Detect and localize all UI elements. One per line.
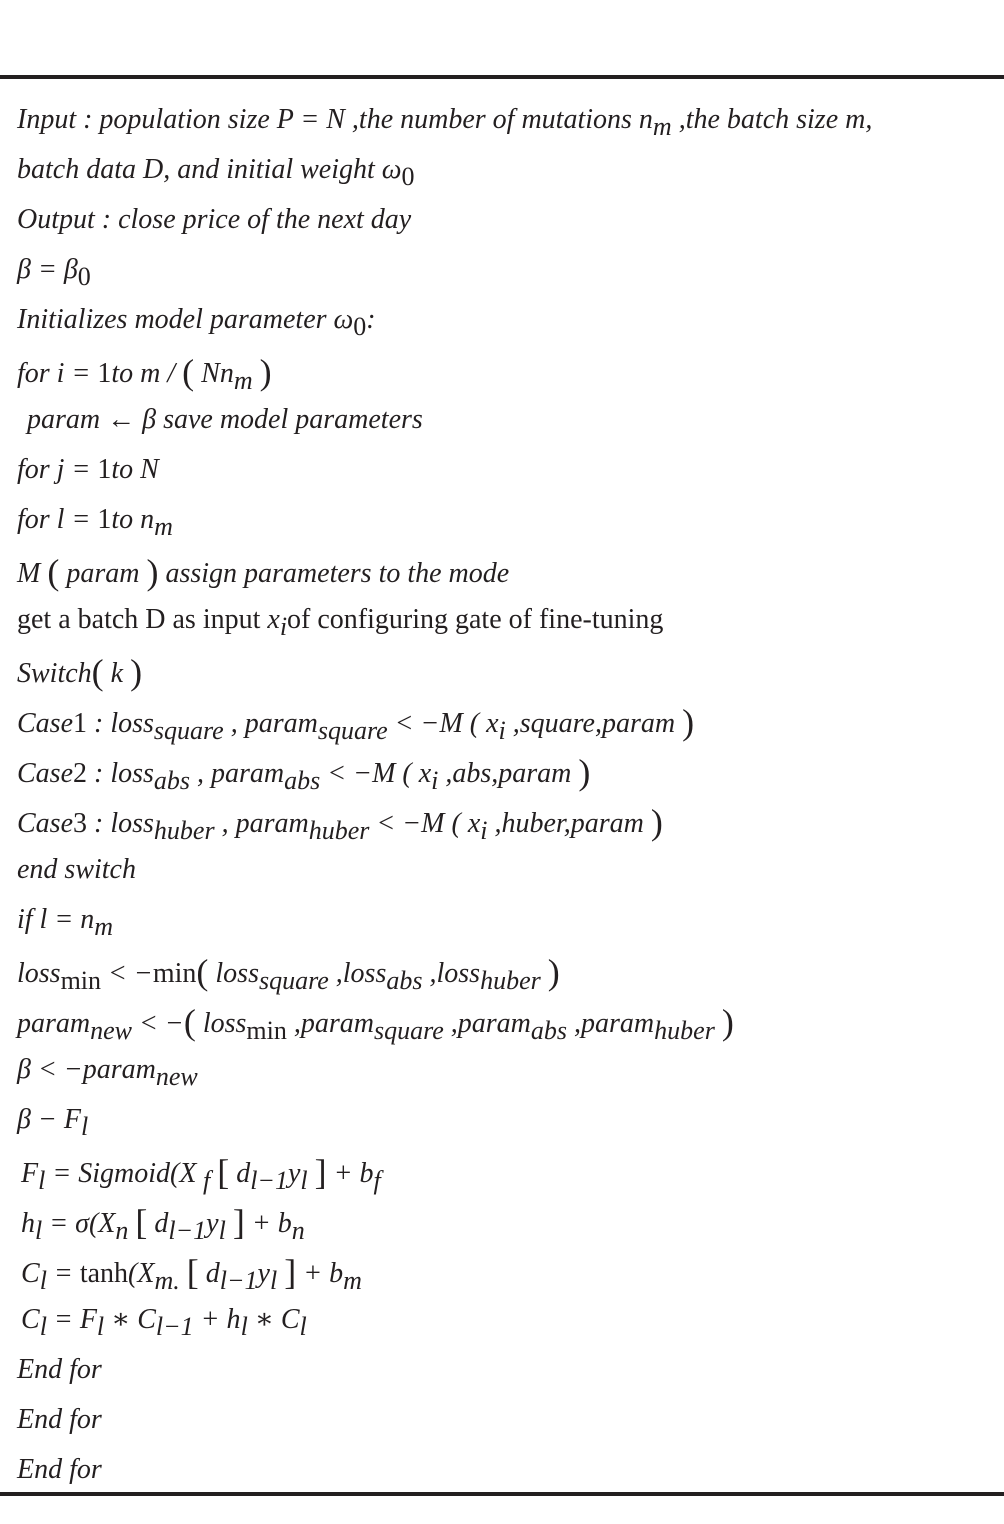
top-rule <box>0 75 1004 79</box>
math-text: ∗ C <box>104 1304 156 1335</box>
math-text: Switch <box>17 658 92 689</box>
algorithm-line <box>21 1295 307 1345</box>
bracket: ] <box>284 1252 297 1292</box>
math-text: y <box>206 1208 219 1239</box>
subscript: l <box>300 1166 308 1195</box>
subscript: f <box>196 1166 211 1195</box>
bottom-rule <box>0 1492 1004 1496</box>
algorithm-line <box>17 745 590 795</box>
math-text: for i = <box>17 358 98 389</box>
subscript: huber <box>153 816 215 845</box>
subscript: square <box>373 1016 444 1045</box>
algorithm-line <box>17 645 142 695</box>
math-text: d <box>147 1208 169 1239</box>
algorithm-line <box>17 445 159 495</box>
math-text: Case <box>17 708 73 739</box>
bracket: ) <box>721 1002 734 1042</box>
subscript: square <box>317 716 388 745</box>
math-text: batch data D, and initial weight ω <box>17 154 402 185</box>
math-text: ,abs,param <box>438 758 579 789</box>
subscript: m. <box>154 1266 180 1295</box>
bracket: [ <box>217 1152 230 1192</box>
bracket: ( <box>196 952 209 992</box>
math-text: = F <box>46 1304 97 1335</box>
algorithm-line <box>21 1195 305 1245</box>
math-text: , param <box>214 808 309 839</box>
bracket: ( <box>91 652 104 692</box>
algorithm-line <box>27 395 423 445</box>
subscript: i <box>498 716 506 745</box>
math-text <box>541 958 548 989</box>
subscript: n <box>291 1216 305 1245</box>
subscript: n <box>115 1216 129 1245</box>
algorithm-line <box>17 595 663 645</box>
algorithm-line <box>21 1145 381 1195</box>
math-text: Case <box>17 808 73 839</box>
math-text: : <box>366 304 376 335</box>
math-text: + h <box>193 1304 241 1335</box>
algorithm-line <box>17 845 136 895</box>
math-text: param <box>17 1008 91 1039</box>
math-text: loss <box>195 1008 247 1039</box>
algorithm-line <box>17 1345 102 1395</box>
math-text: Case <box>17 758 73 789</box>
math-text: + b <box>326 1158 374 1189</box>
math-text: End for <box>17 1454 102 1485</box>
subscript: l <box>39 1312 47 1341</box>
math-text: , param <box>190 758 285 789</box>
subscript: 0 <box>401 162 415 191</box>
algorithm-line <box>17 1095 88 1145</box>
subscript: i <box>431 766 439 795</box>
algorithm-line <box>17 495 173 545</box>
subscript: l <box>96 1312 105 1341</box>
math-text: Output : close price of the next day <box>17 204 412 235</box>
math-text: ,square,param <box>505 708 683 739</box>
bracket: ) <box>146 552 159 592</box>
algorithm-line <box>17 245 91 295</box>
math-text: to n <box>111 504 155 535</box>
math-text: < − <box>101 958 153 989</box>
math-text: h <box>21 1208 35 1239</box>
math-text: param ← β save model parameters <box>27 404 423 435</box>
math-text: = Sigmoid(X <box>45 1158 197 1189</box>
math-text <box>180 1258 187 1289</box>
subscript: l <box>269 1266 278 1295</box>
subscript: l <box>218 1216 226 1245</box>
math-text: y <box>287 1158 301 1189</box>
math-text: + b <box>296 1258 344 1289</box>
bracket: [ <box>135 1202 148 1242</box>
algorithm-line <box>17 995 734 1045</box>
math-text: ,param <box>443 1008 531 1039</box>
math-text: min <box>152 958 197 989</box>
math-text: d <box>229 1158 251 1189</box>
bracket: ( <box>47 552 60 592</box>
subscript: l <box>299 1312 307 1341</box>
algorithm-line <box>17 795 663 845</box>
subscript: 0 <box>77 262 91 291</box>
math-text: C <box>21 1258 40 1289</box>
math-text: ,loss <box>422 958 481 989</box>
algorithm-line <box>17 895 113 945</box>
math-text <box>715 1008 722 1039</box>
subscript: l <box>39 1266 47 1295</box>
math-text <box>226 1208 233 1239</box>
subscript: abs <box>530 1016 568 1045</box>
bracket: ( <box>183 1002 196 1042</box>
algorithm-line <box>17 1045 198 1095</box>
math-text: loss <box>17 958 61 989</box>
bracket: ) <box>130 652 143 692</box>
math-text: end switch <box>17 854 136 885</box>
subscript: m <box>652 112 672 141</box>
subscript: square <box>153 716 224 745</box>
math-text: β − F <box>17 1104 81 1135</box>
math-text: F <box>21 1158 39 1189</box>
subscript: l−1 <box>155 1312 194 1341</box>
algorithm-line <box>17 95 872 145</box>
math-text: = σ(X <box>42 1208 116 1239</box>
math-text: (X <box>128 1258 155 1289</box>
algorithm-line <box>17 545 509 595</box>
math-text: for j = <box>17 454 98 485</box>
subscript: l−1 <box>219 1266 258 1295</box>
subscript: l <box>38 1166 46 1195</box>
math-text: C <box>21 1304 40 1335</box>
math-text: = <box>46 1258 80 1289</box>
math-text: < −M ( x <box>387 708 499 739</box>
math-text: 2 <box>73 758 87 789</box>
subscript: f <box>373 1166 381 1195</box>
math-text: y <box>257 1258 270 1289</box>
math-text: Input : population size P = N ,the number of mutations n <box>17 104 653 135</box>
bracket: ) <box>259 352 272 392</box>
subscript: i <box>279 612 288 641</box>
bracket: ( <box>182 352 195 392</box>
subscript: l−1 <box>168 1216 207 1245</box>
algorithm-line <box>17 695 694 745</box>
subscript: min <box>246 1016 287 1045</box>
algorithm-line <box>17 145 415 195</box>
math-text: param <box>59 558 147 589</box>
subscript: abs <box>153 766 191 795</box>
math-text: β = β <box>17 254 78 285</box>
math-text: x <box>267 604 280 635</box>
math-text <box>308 1158 315 1189</box>
algorithm-line <box>17 945 560 995</box>
math-text: ,param <box>567 1008 655 1039</box>
algorithm-line <box>21 1245 362 1295</box>
math-text: : loss <box>87 758 154 789</box>
bracket: ) <box>650 802 663 842</box>
math-text: tanh <box>79 1258 129 1289</box>
algorithm-line <box>17 195 411 245</box>
math-text: assign parameters to the mode <box>158 558 510 589</box>
subscript: abs <box>386 966 423 995</box>
bracket: ] <box>232 1202 245 1242</box>
math-text: ,param <box>286 1008 374 1039</box>
subscript: l <box>35 1216 43 1245</box>
math-text: M <box>17 558 48 589</box>
subscript: m <box>343 1266 362 1295</box>
math-text: to N <box>111 454 159 485</box>
math-text: < −M ( x <box>369 808 481 839</box>
math-text: End for <box>17 1404 102 1435</box>
subscript: abs <box>284 766 321 795</box>
math-text: β < −param <box>17 1054 156 1085</box>
math-text: 1 <box>97 358 112 389</box>
math-text: , param <box>223 708 318 739</box>
math-text: 1 <box>97 454 112 485</box>
math-text: of configuring gate of fine-tuning <box>287 604 664 635</box>
math-text: : loss <box>87 808 154 839</box>
subscript: l <box>80 1112 89 1141</box>
math-text: loss <box>208 958 259 989</box>
algorithm-line <box>17 295 376 345</box>
math-text: < − <box>132 1008 184 1039</box>
math-text: if l = n <box>17 904 95 935</box>
subscript: new <box>90 1016 133 1045</box>
math-text: : loss <box>87 708 154 739</box>
math-text: End for <box>17 1354 102 1385</box>
subscript: huber <box>308 816 370 845</box>
algorithm-line <box>17 345 272 395</box>
subscript: l−1 <box>250 1166 288 1195</box>
bracket: ) <box>578 752 591 792</box>
subscript: l <box>240 1312 248 1341</box>
math-text: ,huber,param <box>487 808 651 839</box>
math-text: k <box>103 658 131 689</box>
subscript: new <box>155 1062 198 1091</box>
math-text: Nn <box>194 358 234 389</box>
subscript: 0 <box>353 312 367 341</box>
math-text: < −M ( x <box>320 758 432 789</box>
math-text: get a batch D as input <box>17 604 268 635</box>
math-text: 1 <box>73 708 87 739</box>
subscript: min <box>60 966 102 995</box>
bracket: ) <box>682 702 695 742</box>
math-text: ∗ C <box>247 1304 300 1335</box>
math-text: 1 <box>97 504 112 535</box>
math-text: ,the batch size m, <box>671 104 873 135</box>
algorithm-line <box>17 1445 102 1495</box>
algorithm-line <box>17 1395 102 1445</box>
math-text: Initializes model parameter ω <box>17 304 354 335</box>
subscript: m <box>233 366 253 395</box>
subscript: huber <box>654 1016 715 1045</box>
math-text <box>253 358 260 389</box>
subscript: m <box>154 512 173 541</box>
subscript: square <box>258 966 329 995</box>
math-text: + b <box>244 1208 292 1239</box>
subscript: huber <box>480 966 541 995</box>
math-text: d <box>198 1258 220 1289</box>
math-text: to m / <box>111 358 183 389</box>
math-text: for l = <box>17 504 98 535</box>
bracket: ) <box>547 952 560 992</box>
bracket: ] <box>314 1152 327 1192</box>
math-text: 3 <box>73 808 87 839</box>
math-text: ,loss <box>328 958 387 989</box>
subscript: i <box>480 816 488 845</box>
bracket: [ <box>186 1252 199 1292</box>
subscript: m <box>94 912 114 941</box>
